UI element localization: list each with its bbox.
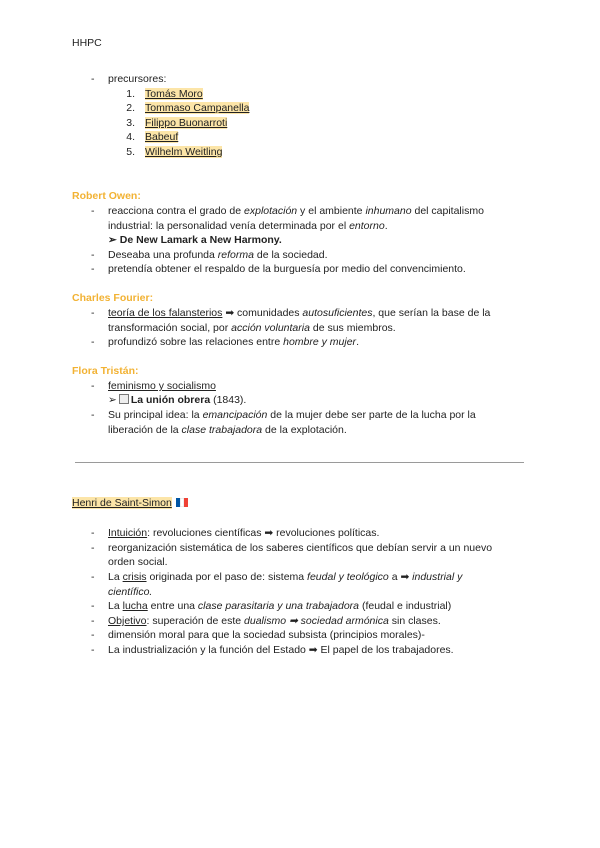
bullet-dash: - xyxy=(91,205,95,217)
list-number: 2. xyxy=(126,102,135,114)
owen-bullet-1-line-2: industrial: la personalidad venía determinada por el entorno. xyxy=(108,220,388,232)
bullet-dash: - xyxy=(91,571,95,583)
bullet-dash: - xyxy=(91,307,95,319)
tristan-arrow-line: ➢ La unión obrera (1843). xyxy=(108,394,247,406)
bullet-dash: - xyxy=(91,542,95,554)
bullet-dash: - xyxy=(91,527,95,539)
bullet-dash: - xyxy=(91,73,95,85)
precursor-link-babeuf[interactable]: Babeuf xyxy=(145,131,179,143)
tristan-bullet-2-line-2: liberación de la clase trabajadora de la explotación. xyxy=(108,424,347,436)
section-heading-owen: Robert Owen: xyxy=(72,190,141,202)
header-title: HHPC xyxy=(72,37,102,49)
bullet-dash: - xyxy=(91,409,95,421)
list-number: 5. xyxy=(126,146,135,158)
tristan-bullet-1: feminismo y socialismo xyxy=(108,380,216,392)
section-heading-fourier: Charles Fourier: xyxy=(72,292,154,304)
saint-simon-bullet-2-line-2: orden social. xyxy=(108,556,168,568)
bullet-dash: - xyxy=(91,263,95,275)
saint-simon-bullet-4: La lucha entre una clase parasitaria y una trabajadora (feudal e industrial) xyxy=(108,600,452,612)
france-flag-icon xyxy=(176,498,188,507)
saint-simon-bullet-7: La industrialización y la función del Estado ➡ El papel de los trabajadores. xyxy=(108,644,454,656)
bullet-dash: - xyxy=(91,644,95,656)
precursor-link-buonarroti[interactable]: Filippo Buonarroti xyxy=(145,117,228,129)
precursor-link-weitling[interactable]: Wilhelm Weitling xyxy=(145,146,223,158)
fourier-bullet-2: profundizó sobre las relaciones entre hombre y mujer. xyxy=(108,336,359,348)
bullet-dash: - xyxy=(91,615,95,627)
bullet-dash: - xyxy=(91,629,95,641)
section-heading-saint-simon: Henri de Saint-Simon xyxy=(72,497,188,510)
owen-arrow-line: ➢ De New Lamark a New Harmony. xyxy=(108,234,282,246)
bullet-dash: - xyxy=(91,380,95,392)
owen-bullet-3: pretendía obtener el respaldo de la burguesía por medio del convencimiento. xyxy=(108,263,466,275)
bullet-dash: - xyxy=(91,600,95,612)
fourier-bullet-1-line-1: teoría de los falansterios ➡ comunidades autosuficientes, que serían la base de la xyxy=(108,307,491,319)
list-number: 1. xyxy=(126,88,135,100)
owen-bullet-2: Deseaba una profunda reforma de la sociedad. xyxy=(108,249,328,261)
owen-bullet-1-line-1: reacciona contra el grado de explotación y el ambiente inhumano del capitalismo xyxy=(108,205,484,217)
tristan-bullet-2-line-1: Su principal idea: la emancipación de la mujer debe ser parte de la lucha por la xyxy=(108,409,476,421)
bullet-dash: - xyxy=(91,336,95,348)
precursores-label: precursores: xyxy=(108,73,167,85)
saint-simon-bullet-2-line-1: reorganización sistemática de los saberes científicos que debían servir a un nuevo xyxy=(108,542,493,554)
precursor-link-campanella[interactable]: Tommaso Campanella xyxy=(145,102,250,114)
saint-simon-bullet-6: dimensión moral para que la sociedad subsista (principios morales)- xyxy=(108,629,425,641)
arrow-icon: ➢ xyxy=(108,234,117,246)
section-heading-tristan: Flora Tristán: xyxy=(72,365,139,377)
precursor-link-moro[interactable]: Tomás Moro xyxy=(145,88,203,100)
horizontal-divider xyxy=(75,462,524,463)
fourier-bullet-1-line-2: transformación social, por acción voluntaria de sus miembros. xyxy=(108,322,396,334)
saint-simon-bullet-5: Objetivo: superación de este dualismo ➡ sociedad armónica sin clases. xyxy=(108,615,441,627)
list-number: 4. xyxy=(126,131,135,143)
bullet-dash: - xyxy=(91,249,95,261)
saint-simon-bullet-1: Intuición: revoluciones científicas ➡ revoluciones políticas. xyxy=(108,527,380,539)
arrow-icon: ➢ xyxy=(108,394,117,406)
list-number: 3. xyxy=(126,117,135,129)
saint-simon-bullet-3-line-1: La crisis originada por el paso de: sistema feudal y teológico a ➡ industrial y xyxy=(108,571,463,583)
saint-simon-bullet-3-line-2: científico. xyxy=(108,586,153,598)
book-icon xyxy=(119,394,129,404)
